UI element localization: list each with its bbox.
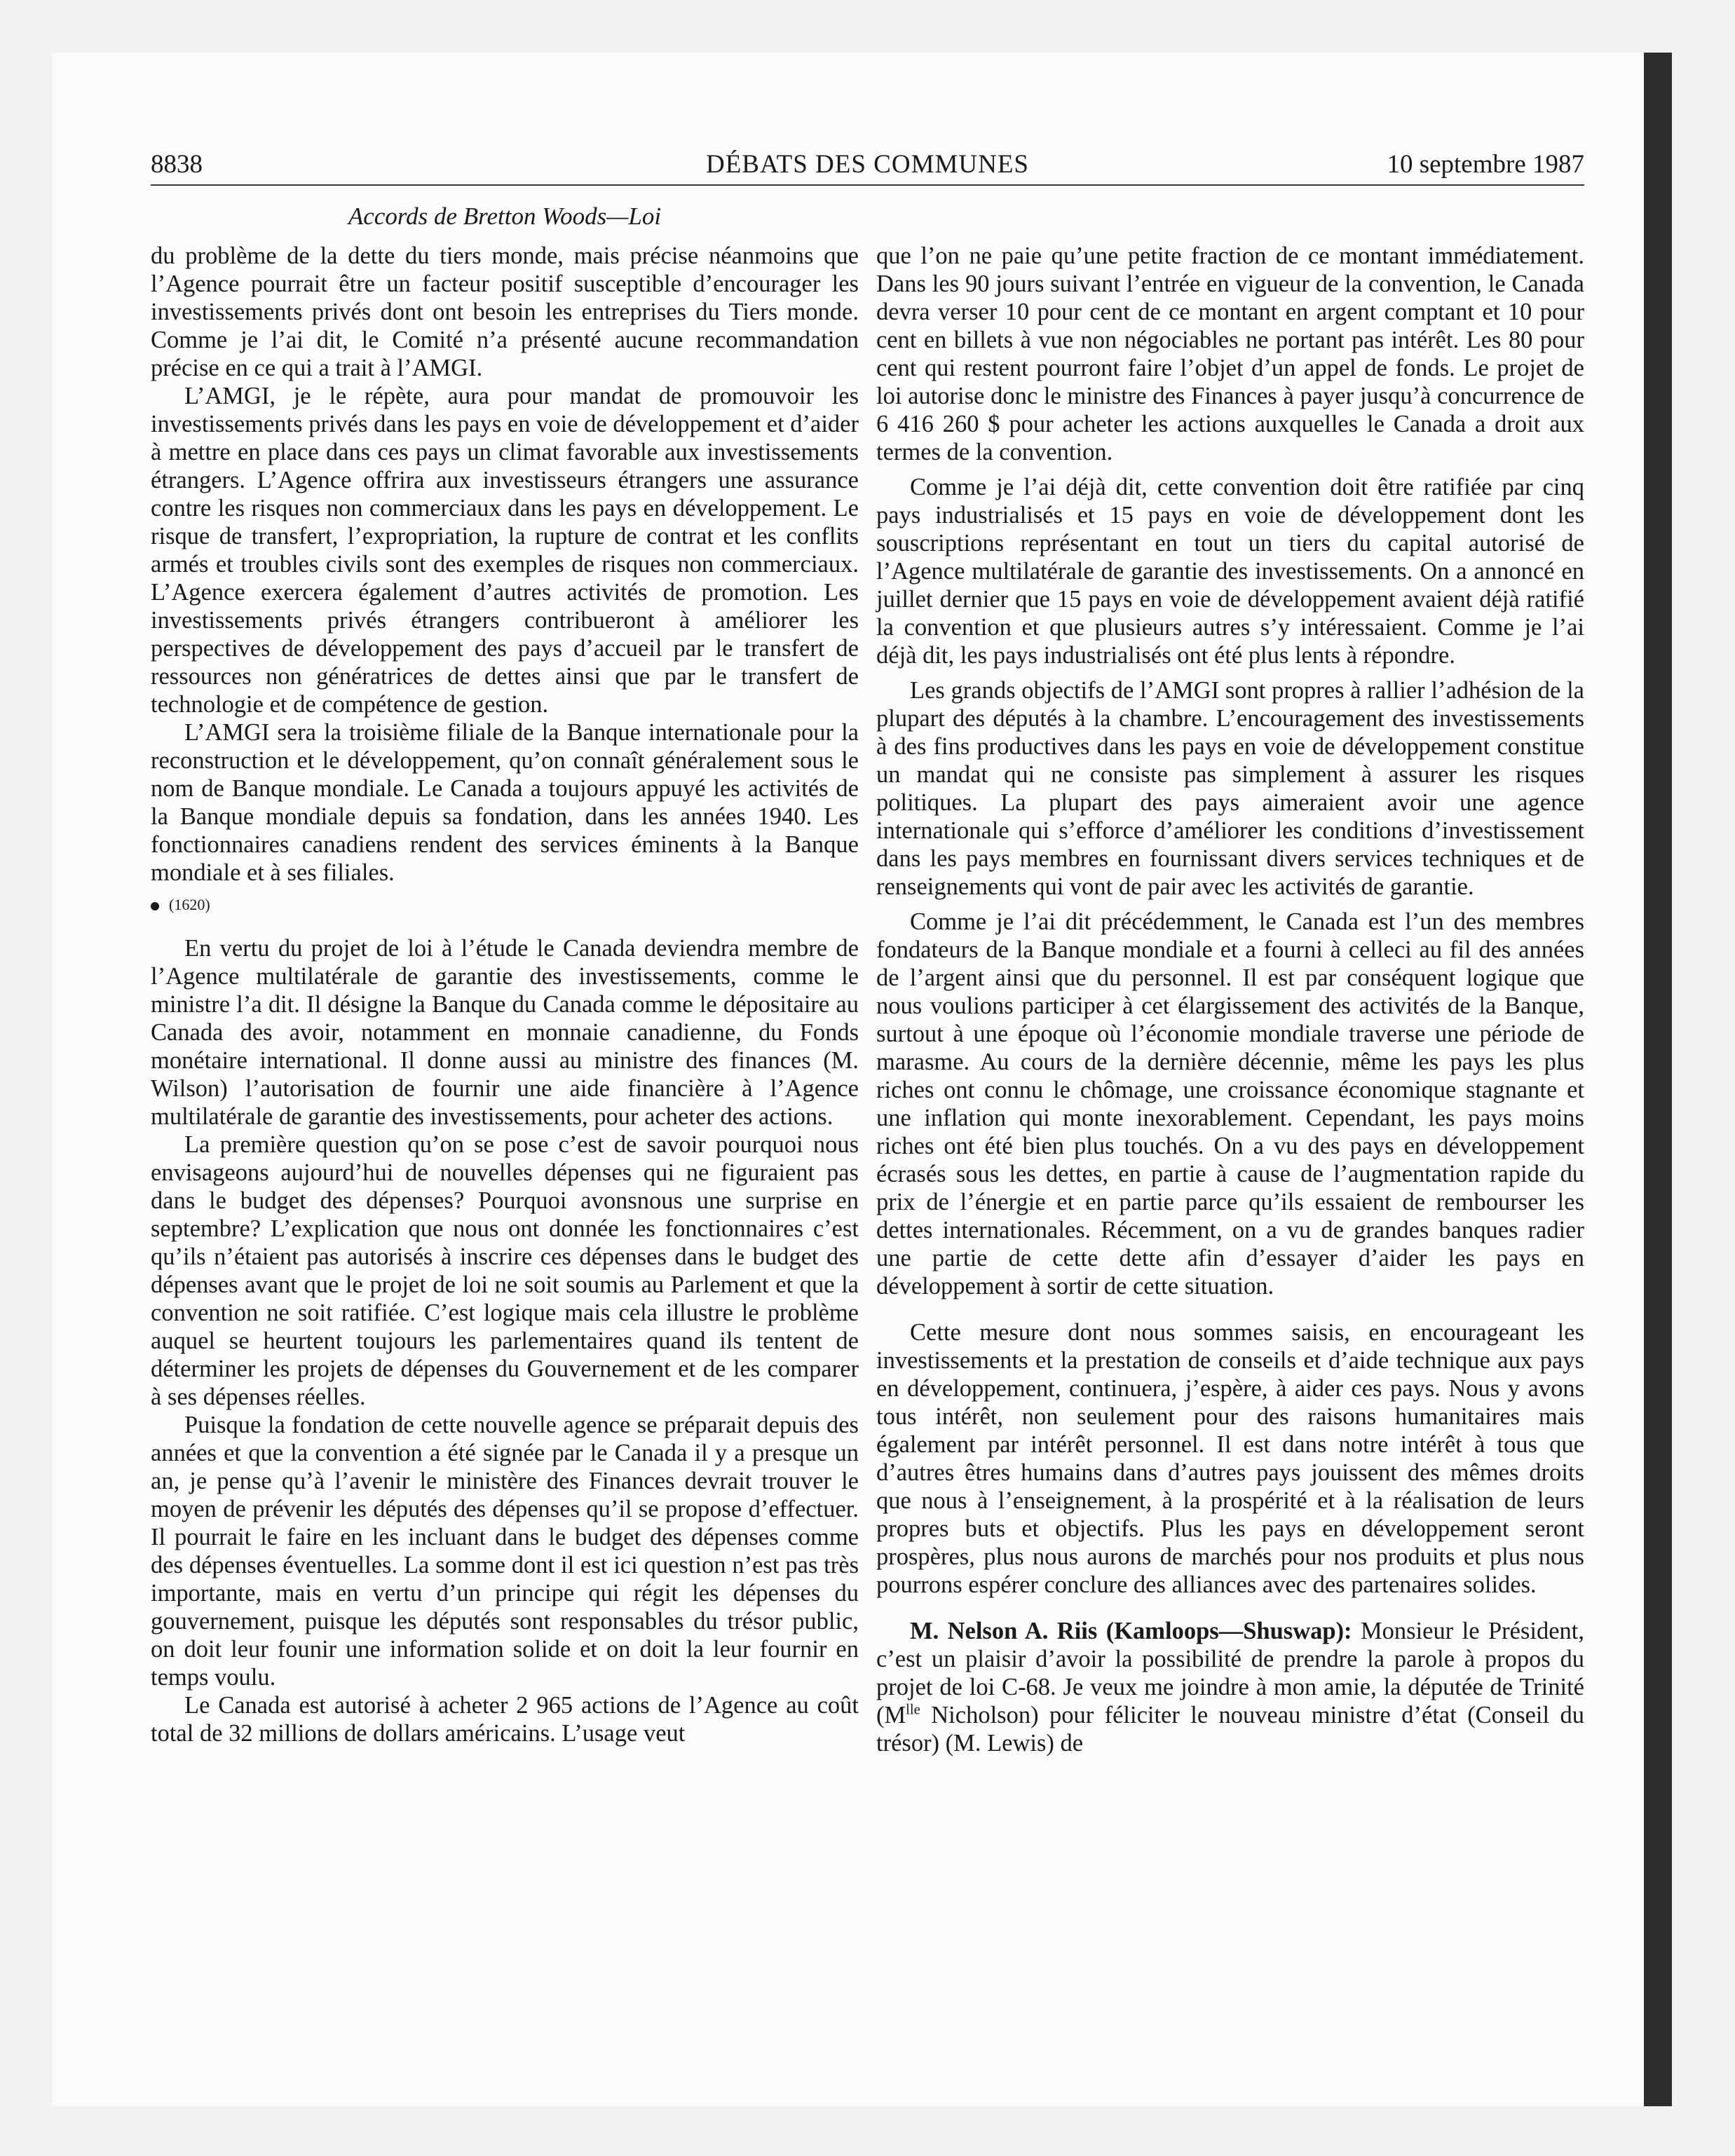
paragraph: L’AMGI sera la troisième filiale de la Banque internationale pour la reconstruction et le développement, qu’on connaît généralement sous le nom de Banque mondiale. Le Canada a toujours appuyé les activités de la Banque mondiale depuis sa fondation, dans les années 1940. Les fonctionnaires canadiens rendent des services éminents à la Banque mondiale et à ses filiales. [151, 719, 859, 886]
paragraph: Les grands objectifs de l’AMGI sont propres à rallier l’adhésion de la plupart des députés à la chambre. L’encouragement des investissements à des fins productives dans les pays en voie de développement constitue un mandat qui ne consiste pas simplement à assurer les risques politiques. La plupart des pays aimeraient avoir une agence internationale qui s’efforce d’améliorer les conditions d’investissement dans les pays membres en fournissant divers services techniques et de renseignements qui vont de pair avec les activités de garantie. [876, 677, 1584, 900]
time-marker [151, 891, 859, 919]
page-header [151, 145, 1584, 186]
title-abbrev-sup: lle [906, 1702, 920, 1718]
page-number: 8838 [151, 150, 203, 179]
paragraph: Puisque la fondation de cette nouvelle agence se préparait depuis des années et que la convention a été signée par le Canada il y a presque un an, je pense qu’à l’avenir le ministère des Finances devrait trouver le moyen de prévenir les députés des dépenses qu’il se propose d’effectuer. Il pourrait le faire en les incluant dans le budget des dépenses comme des dépenses éventuelles. La somme dont il est ici question n’est pas très importante, mais en vertu d’un principe qui régit les dépenses du gouvernement, puisque les députés sont responsables du trésor public, on doit leur founir une information solide et on doit la leur fournir en temps voulu. [151, 1412, 859, 1691]
paragraph: du problème de la dette du tiers monde, mais précise néanmoins que l’Agence pourrait être un facteur positif susceptible d’encourager les investissements privés dont ont besoin les entreprises du Tiers monde. Comme je l’ai dit, le Comité n’a présenté aucune recommandation précise en ce qui a trait à l’AMGI. [151, 243, 859, 381]
speech-text: Monsieur le Président, c’est un plaisir d’avoir la possibilité de prendre la parole à propos du projet de loi C-68. Je veux me joindre à mon amie, la députée de Trinité (M [876, 1618, 1584, 1728]
paragraph: Le Canada est autorisé à acheter 2 965 actions de l’Agence au coût total de 32 millions de dollars américains. L’usage veut [151, 1692, 859, 1747]
publication-date: 10 septembre 1987 [1387, 150, 1584, 179]
paragraph: Comme je l’ai déjà dit, cette convention doit être ratifiée par cinq pays industrialisés et 15 pays en voie de développement dont les souscriptions représentant en tout un tiers du capital autorisé de l’Agence multilatérale de garantie des investissements. On a annoncé en juillet dernier que 15 pays en voie de développement avaient déjà ratifié la convention et que plusieurs autres s’y intéressaient. Comme je l’ai déjà dit, les pays industrialisés ont été plus lents à répondre. [876, 474, 1584, 669]
speaker-name: M. Nelson A. Riis (Kamloops—Shuswap): [910, 1618, 1352, 1644]
section-subheading: Accords de Bretton Woods—Loi [348, 203, 662, 230]
right-column [876, 242, 1584, 1757]
paragraph: Comme je l’ai dit précédemment, le Canada est l’un des membres fondateurs de la Banque mondiale et a fourni à celleci au fil des années de l’argent ainsi que du personnel. Il est par conséquent logique que nous voulions participer à cet élargissement des activités de la Banque, surtout à une époque où l’économie mondiale traverse une période de marasme. Au cours de la dernière décennie, même les pays les plus riches ont connu le chômage, une croissance économique stagnante et une inflation qui monte inexorablement. Cependant, les pays moins riches ont été bien plus touchés. On a vu des pays en développement écrasés sous les dettes, en partie à cause de l’augmentation rapide du prix de l’énergie et en partie parce qu’ils essaient de rembourser les dettes internationales. Récemment, on a vu de grandes banques radier une partie de cette dette afin d’essayer d’aider les pays en développement à sortir de cette situation. [876, 908, 1584, 1299]
scan-edge-bar [1644, 53, 1672, 2106]
publication-title: DÉBATS DES COMMUNES [705, 150, 1029, 179]
paragraph: que l’on ne paie qu’une petite fraction de ce montant immédiatement. Dans les 90 jours suivant l’entrée en vigueur de la convention, le Canada devra verser 10 pour cent de ce montant en argent comptant et 10 pour cent en billets à vue non négociables ne portant pas intérêt. Les 80 pour cent qui restent pourront faire l’objet d’un appel de fonds. Le projet de loi autorise donc le ministre des Finances à payer jusqu’à concurrence de 6 416 260 $ pour acheter les actions auxquelles le Canada a droit aux termes de la convention. [876, 243, 1584, 465]
speech-text: Nicholson) pour féliciter le nouveau ministre d’état (Conseil du trésor) (M. Lewis) de [876, 1702, 1584, 1756]
bullet-icon [151, 902, 159, 910]
speech-paragraph [876, 1617, 1584, 1757]
paragraph: L’AMGI, je le répète, aura pour mandat de promouvoir les investissements privés dans les pays en voie de développement et d’aider à mettre en place dans ces pays un climat favorable aux investissements étrangers. L’Agence offrira aux investisseurs étrangers une assurance contre les risques non commerciaux dans les pays en développement. Le risque de transfert, l’expropriation, la rupture de contrat et les conflits armés et troubles civils sont des exemples de risques non commerciaux. L’Agence exercera également d’autres activités de promotion. Les investissements privés étrangers contribueront à améliorer les perspectives de développement des pays d’accueil par le transfert de ressources non génératrices de dettes ainsi que par le transfert de technologie et de compétence de gestion. [151, 383, 859, 718]
paragraph: En vertu du projet de loi à l’étude le Canada deviendra membre de l’Agence multilatérale de garantie des investissements, comme le ministre l’a dit. Il désigne la Banque du Canada comme le dépositaire au Canada des avoir, notamment en monnaie canadienne, du Fonds monétaire international. Il donne aussi au ministre des finances (M. Wilson) l’autorisation de fournir une aide financière à l’Agence multilatérale de garantie des investissements, pour acheter des actions. [151, 935, 859, 1130]
paragraph: La première question qu’on se pose c’est de savoir pourquoi nous envisageons aujourd’hui de nouvelles dépenses qui ne figuraient pas dans le budget des dépenses? Pourquoi avonsnous une surprise en septembre? L’explication que nous ont donnée les fonctionnaires c’est qu’ils n’étaient pas autorisés à inscrire ces dépenses dans le budget des dépenses avant que le projet de loi ne soit soumis au Parlement et que la convention ne soit ratifiée. C’est logique mais cela illustre le problème auquel se heurtent toujours les parlementaires quand ils tentent de déterminer les projets de dépenses du Gouvernement et de les comparer à ses dépenses réelles. [151, 1131, 859, 1410]
time-marker-label: (1620) [169, 896, 210, 913]
left-column [151, 242, 859, 1747]
paragraph: Cette mesure dont nous sommes saisis, en encourageant les investissements et la prestation de conseils et d’aide technique aux pays en développement, continuera, j’espère, à aider ces pays. Nous y avons tous intérêt, non seulement pour des raisons humanitaires mais également par intérêt personnel. Il est dans notre intérêt à tous que d’autres êtres humains dans d’autres pays jouissent des mêmes droits que nous à l’enseignement, à la prospérité et à la réalisation de leurs propres buts et objectifs. Plus les pays en développement seront prospères, plus nous aurons de marchés pour nos produits et plus nous pourrons espérer conclure des alliances avec des partenaires solides. [876, 1319, 1584, 1598]
